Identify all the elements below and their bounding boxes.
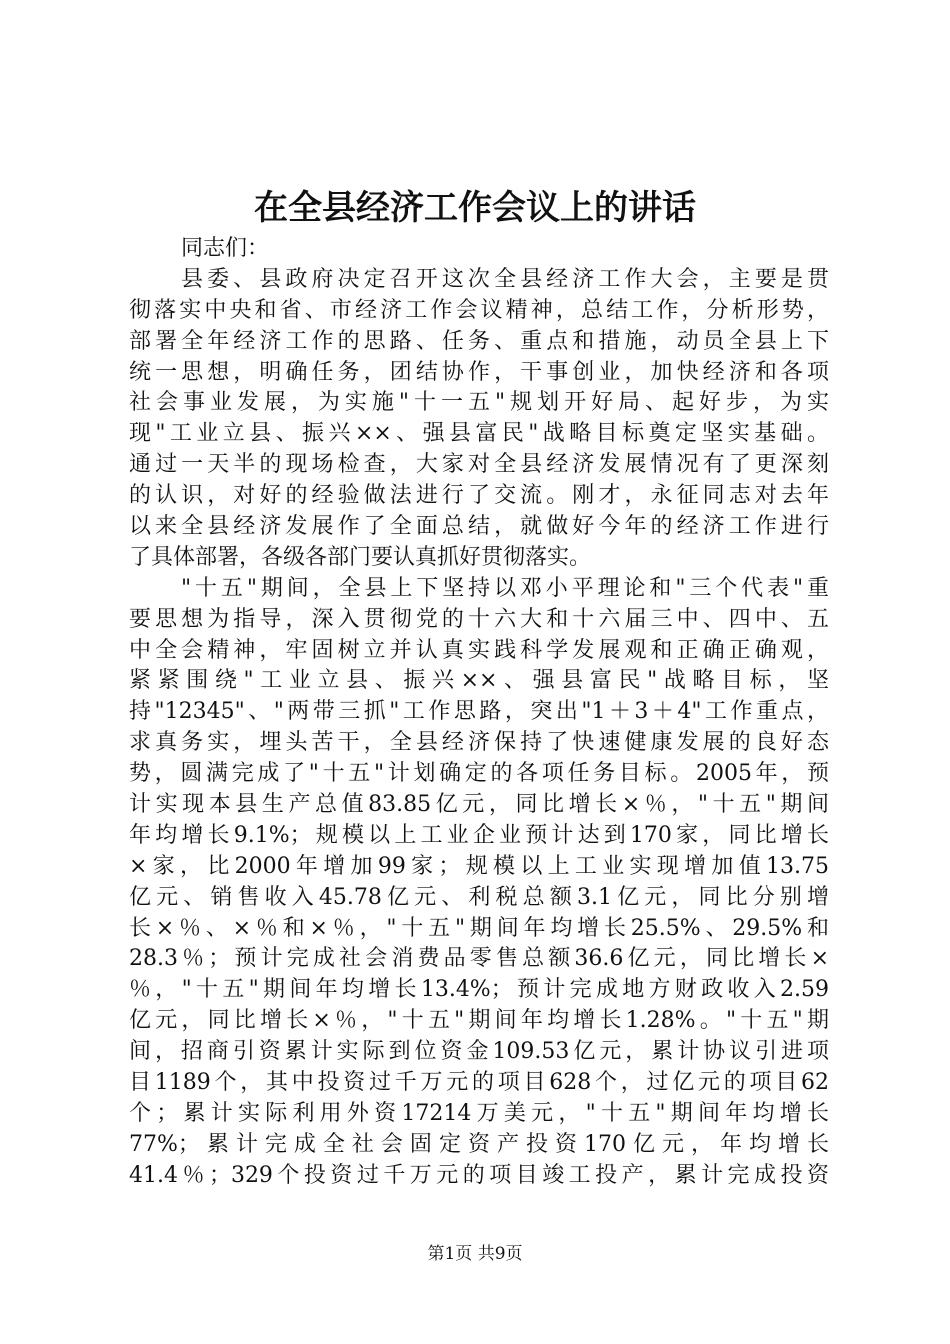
text-line: 目1189个，其中投资过千万元的项目628个，过亿元的项目62	[129, 1070, 829, 1096]
text-line: 持"12345"、"两带三抓"工作思路，突出"1＋3＋4"工作重点，	[129, 699, 829, 725]
text-line: 现"工业立县、振兴××、强县富民"战略目标奠定坚实基础。	[129, 421, 829, 447]
salutation-line: 同志们：	[181, 236, 270, 261]
text-line: 社会事业发展，为实施"十一五"规划开好局、起好步，为实	[129, 390, 829, 416]
text-line: 年均增长9.1%；规模以上工业企业预计达到170家，同比增长	[129, 822, 829, 848]
text-line: 中全会精神，牢固树立并认真实践科学发展观和正确正确观，	[129, 637, 829, 663]
text-line: 了具体部署，各级各部门要认真抓好贯彻落实。	[129, 544, 592, 570]
text-line: "十五"期间，全县上下坚持以邓小平理论和"三个代表"重	[181, 575, 829, 601]
page-number-footer: 第1页 共9页	[427, 1244, 523, 1264]
text-line: 间，招商引资累计实际到位资金109.53亿元，累计协议引进项	[129, 1039, 829, 1065]
text-line: ×家，比2000年增加99家；规模以上工业实现增加值13.75	[129, 853, 829, 879]
text-line: 亿元、销售收入45.78亿元、利税总额3.1亿元，同比分别增	[129, 884, 829, 910]
text-line: 彻落实中央和省、市经济工作会议精神，总结工作，分析形势，	[129, 297, 829, 323]
text-line: 县委、县政府决定召开这次全县经济工作大会，主要是贯	[181, 266, 829, 292]
text-line: 长×％、×％和×％，"十五"期间年均增长25.5%、29.5%和	[129, 915, 829, 941]
text-line: ％，"十五"期间年均增长13.4%；预计完成地方财政收入2.59	[129, 977, 829, 1003]
text-line: 个；累计实际利用外资17214万美元，"十五"期间年均增长	[129, 1100, 829, 1126]
text-line: 28.3％；预计完成社会消费品零售总额36.6亿元，同比增长×	[129, 946, 829, 972]
text-line: 通过一天半的现场检查，大家对全县经济发展情况有了更深刻	[129, 452, 829, 478]
document-body	[129, 234, 829, 1192]
text-line: 的认识，对好的经验做法进行了交流。刚才，永征同志对去年	[129, 483, 829, 509]
text-line: 亿元，同比增长×％，"十五"期间年均增长1.28%。"十五"期	[129, 1008, 829, 1034]
text-line: 以来全县经济发展作了全面总结，就做好今年的经济工作进行	[129, 514, 829, 540]
text-line: 求真务实，埋头苦干，全县经济保持了快速健康发展的良好态	[129, 730, 829, 756]
text-line: 势，圆满完成了"十五"计划确定的各项任务目标。2005年，预	[129, 761, 829, 787]
page-title: 在全县经济工作会议上的讲话	[254, 188, 696, 228]
text-line: 77%；累计完成全社会固定资产投资170亿元，年均增长	[129, 1131, 829, 1157]
text-line: 计实现本县生产总值83.85亿元，同比增长×％，"十五"期间	[129, 792, 829, 818]
text-line: 41.4％；329个投资过千万元的项目竣工投产，累计完成投资	[129, 1162, 829, 1188]
text-line: 紧紧围绕"工业立县、振兴××、强县富民"战略目标，坚	[129, 668, 829, 694]
text-line: 统一思想，明确任务，团结协作，干事创业，加快经济和各项	[129, 359, 829, 385]
text-line: 要思想为指导，深入贯彻党的十六大和十六届三中、四中、五	[129, 606, 829, 632]
text-line: 部署全年经济工作的思路、任务、重点和措施，动员全县上下	[129, 328, 829, 354]
